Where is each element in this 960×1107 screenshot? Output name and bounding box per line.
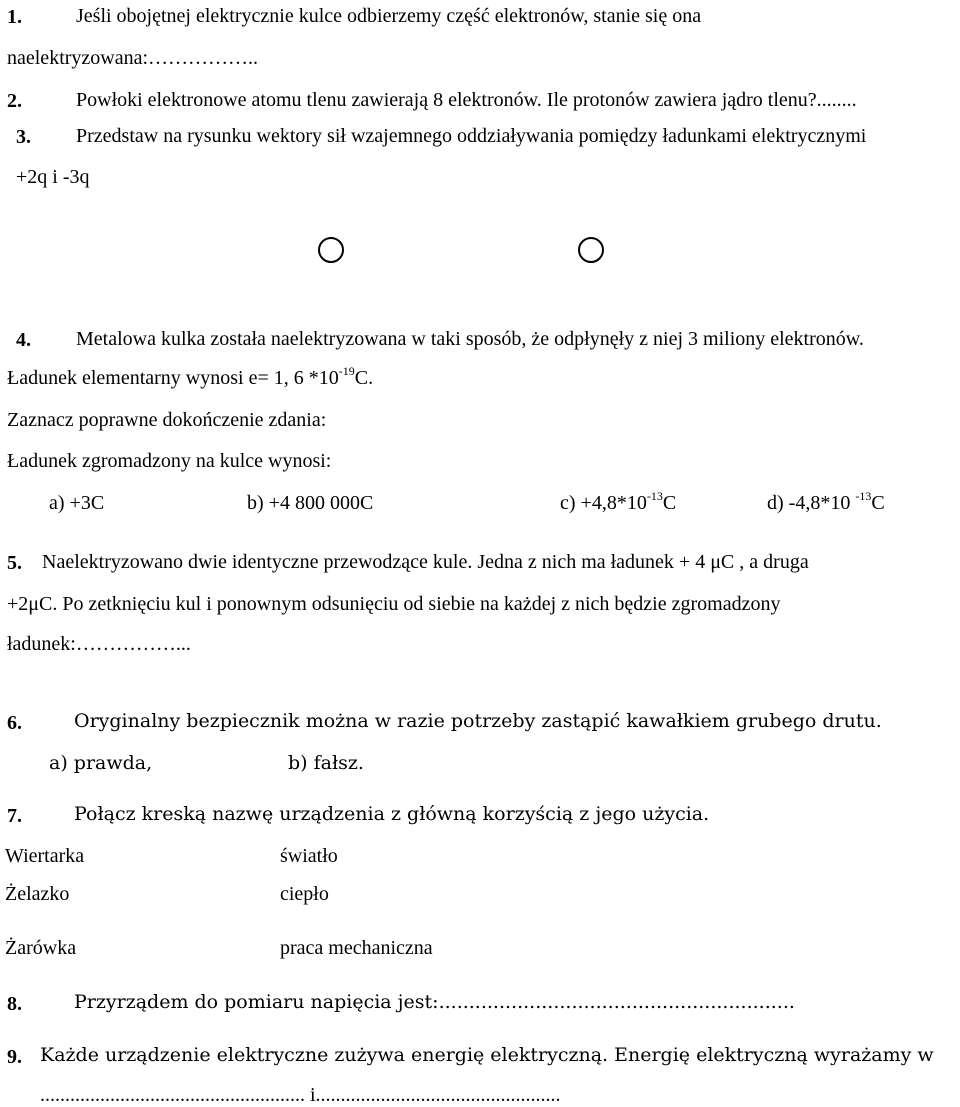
q9-number: 9. [7, 1046, 22, 1068]
q4-option-a: a) +3C [49, 492, 105, 514]
q7-benefit-2: ciepło [280, 883, 329, 905]
q2-number: 2. [7, 90, 22, 112]
q7-benefit-3: praca mechaniczna [280, 937, 433, 959]
q7-device-3: Żarówka [5, 937, 77, 959]
q8-number: 8. [7, 993, 22, 1015]
q3-line2: +2q i -3q [16, 166, 90, 188]
q3-line1: Przedstaw na rysunku wektory sił wzajemnego oddziaływania pomiędzy ładunkami elektrycznymi [76, 125, 867, 147]
q7-device-2: Żelazko [5, 883, 70, 905]
q4-line3: Zaznacz poprawne dokończenie zdania: [7, 409, 327, 431]
charge-circle-left [318, 237, 344, 263]
q4-option-d: d) -4,8*10 $^{-13}$C [767, 489, 885, 514]
q8-text: Przyrządem do pomiaru napięcia jest:........................................................... [74, 991, 795, 1013]
q4-number: 4. [16, 329, 31, 351]
q2-text: Powłoki elektronowe atomu tlenu zawierają 8 elektronów. Ile protonów zawiera jądro tlenu?........ [76, 89, 857, 111]
q7-text: Połącz kreską nazwę urządzenia z główną korzyścią z jego użycia. [74, 803, 710, 825]
q1-line2: naelektryzowana:…………….. [7, 47, 259, 69]
q6-text: Oryginalny bezpiecznik można w razie potrzeby zastąpić kawałkiem grubego drutu. [74, 710, 882, 732]
q5-line3: ładunek:……………... [7, 633, 191, 655]
q4-option-c: $c) +4,8*10^{-13}C$ [560, 489, 677, 514]
q4-line1: Metalowa kulka została naelektryzowana w taki sposób, że odpłynęły z niej 3 miliony elektronów. [76, 328, 864, 350]
q7-device-1: Wiertarka [5, 845, 85, 867]
q9-line2: ..................................................... i................................................. [40, 1084, 561, 1106]
q3-number: 3. [16, 126, 31, 148]
q6-option-a: a) prawda, [49, 752, 153, 774]
q4-line2: Ładunek elementarny wynosi e= 1, 6 $*10^{-19}C$. [7, 364, 374, 389]
q1-line1: Jeśli obojętnej elektrycznie kulce odbierzemy część elektronów, stanie się ona [76, 5, 702, 27]
q6-number: 6. [7, 712, 22, 734]
q7-number: 7. [7, 805, 22, 827]
q4-line4: Ładunek zgromadzony na kulce wynosi: [7, 450, 332, 472]
q6-option-b: b) fałsz. [288, 752, 364, 774]
q9-line1: Każde urządzenie elektryczne zużywa energię elektryczną. Energię elektryczną wyrażamy w [40, 1044, 934, 1066]
q5-line2: +2μC. Po zetknięciu kul i ponownym odsunięciu od siebie na każdej z nich będzie zgromadzony [7, 593, 781, 615]
q5-line1: Naelektryzowano dwie identyczne przewodzące kule. Jedna z nich ma ładunek + 4 μC , a druga [42, 551, 809, 573]
q5-number: 5. [7, 552, 22, 574]
q4-option-b: b) +4 800 000C [247, 492, 374, 514]
q7-benefit-1: światło [280, 845, 338, 867]
q1-number: 1. [7, 6, 22, 28]
charge-circle-right [578, 237, 604, 263]
